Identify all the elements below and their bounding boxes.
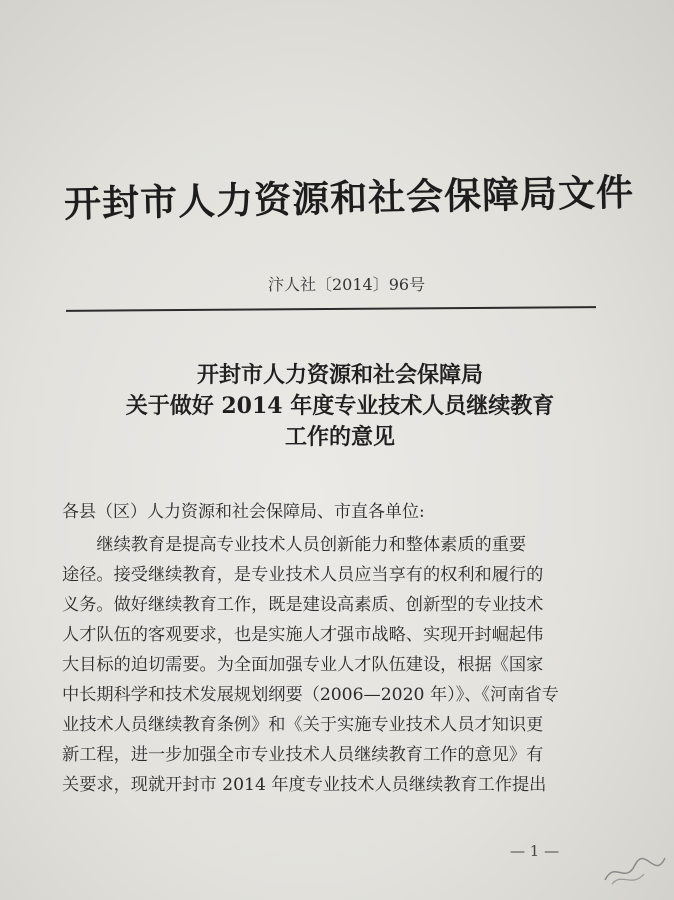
handwritten-scribble bbox=[600, 850, 670, 890]
header-divider bbox=[66, 306, 596, 312]
document-number: 汴人社〔2014〕96号 bbox=[268, 275, 426, 294]
body-line: 中长期科学和技术发展规划纲要（2006—2020 年）》、《河南省专 bbox=[62, 685, 559, 705]
body-line: 人才队伍的客观要求，也是实施人才强市战略、实现开封崛起伟 bbox=[62, 625, 544, 645]
body-line: 途径。接受继续教育，是专业技术人员应当享有的权利和履行的 bbox=[62, 565, 544, 585]
document-title bbox=[60, 360, 620, 453]
body-line: 新工程，进一步加强全市专业技术人员继续教育工作的意见》有 bbox=[62, 745, 544, 765]
body-line: 关要求，现就开封市 2014 年度专业技术人员继续教育工作提出 bbox=[62, 775, 547, 795]
document-header-title: 开封市人力资源和社会保障局文件 bbox=[63, 170, 635, 226]
body-text bbox=[62, 530, 622, 800]
title-line: 关于做好 2014 年度专业技术人员继续教育 bbox=[125, 393, 555, 419]
body-line: 业技术人员继续教育条例》和《关于实施专业技术人员才知识更 bbox=[62, 715, 544, 735]
page-number: — 1 — bbox=[510, 842, 560, 860]
title-line: 开封市人力资源和社会保障局 bbox=[196, 362, 483, 388]
salutation: 各县（区）人力资源和社会保障局、市直各单位: bbox=[62, 502, 425, 522]
body-line: 义务。做好继续教育工作，既是建设高素质、创新型的专业技术 bbox=[62, 595, 544, 615]
body-line: 大目标的迫切需要。为全面加强专业人才队伍建设，根据《国家 bbox=[62, 655, 544, 675]
title-line: 工作的意见 bbox=[284, 424, 395, 450]
body-line: 继续教育是提高专业技术人员创新能力和整体素质的重要 bbox=[62, 535, 527, 555]
